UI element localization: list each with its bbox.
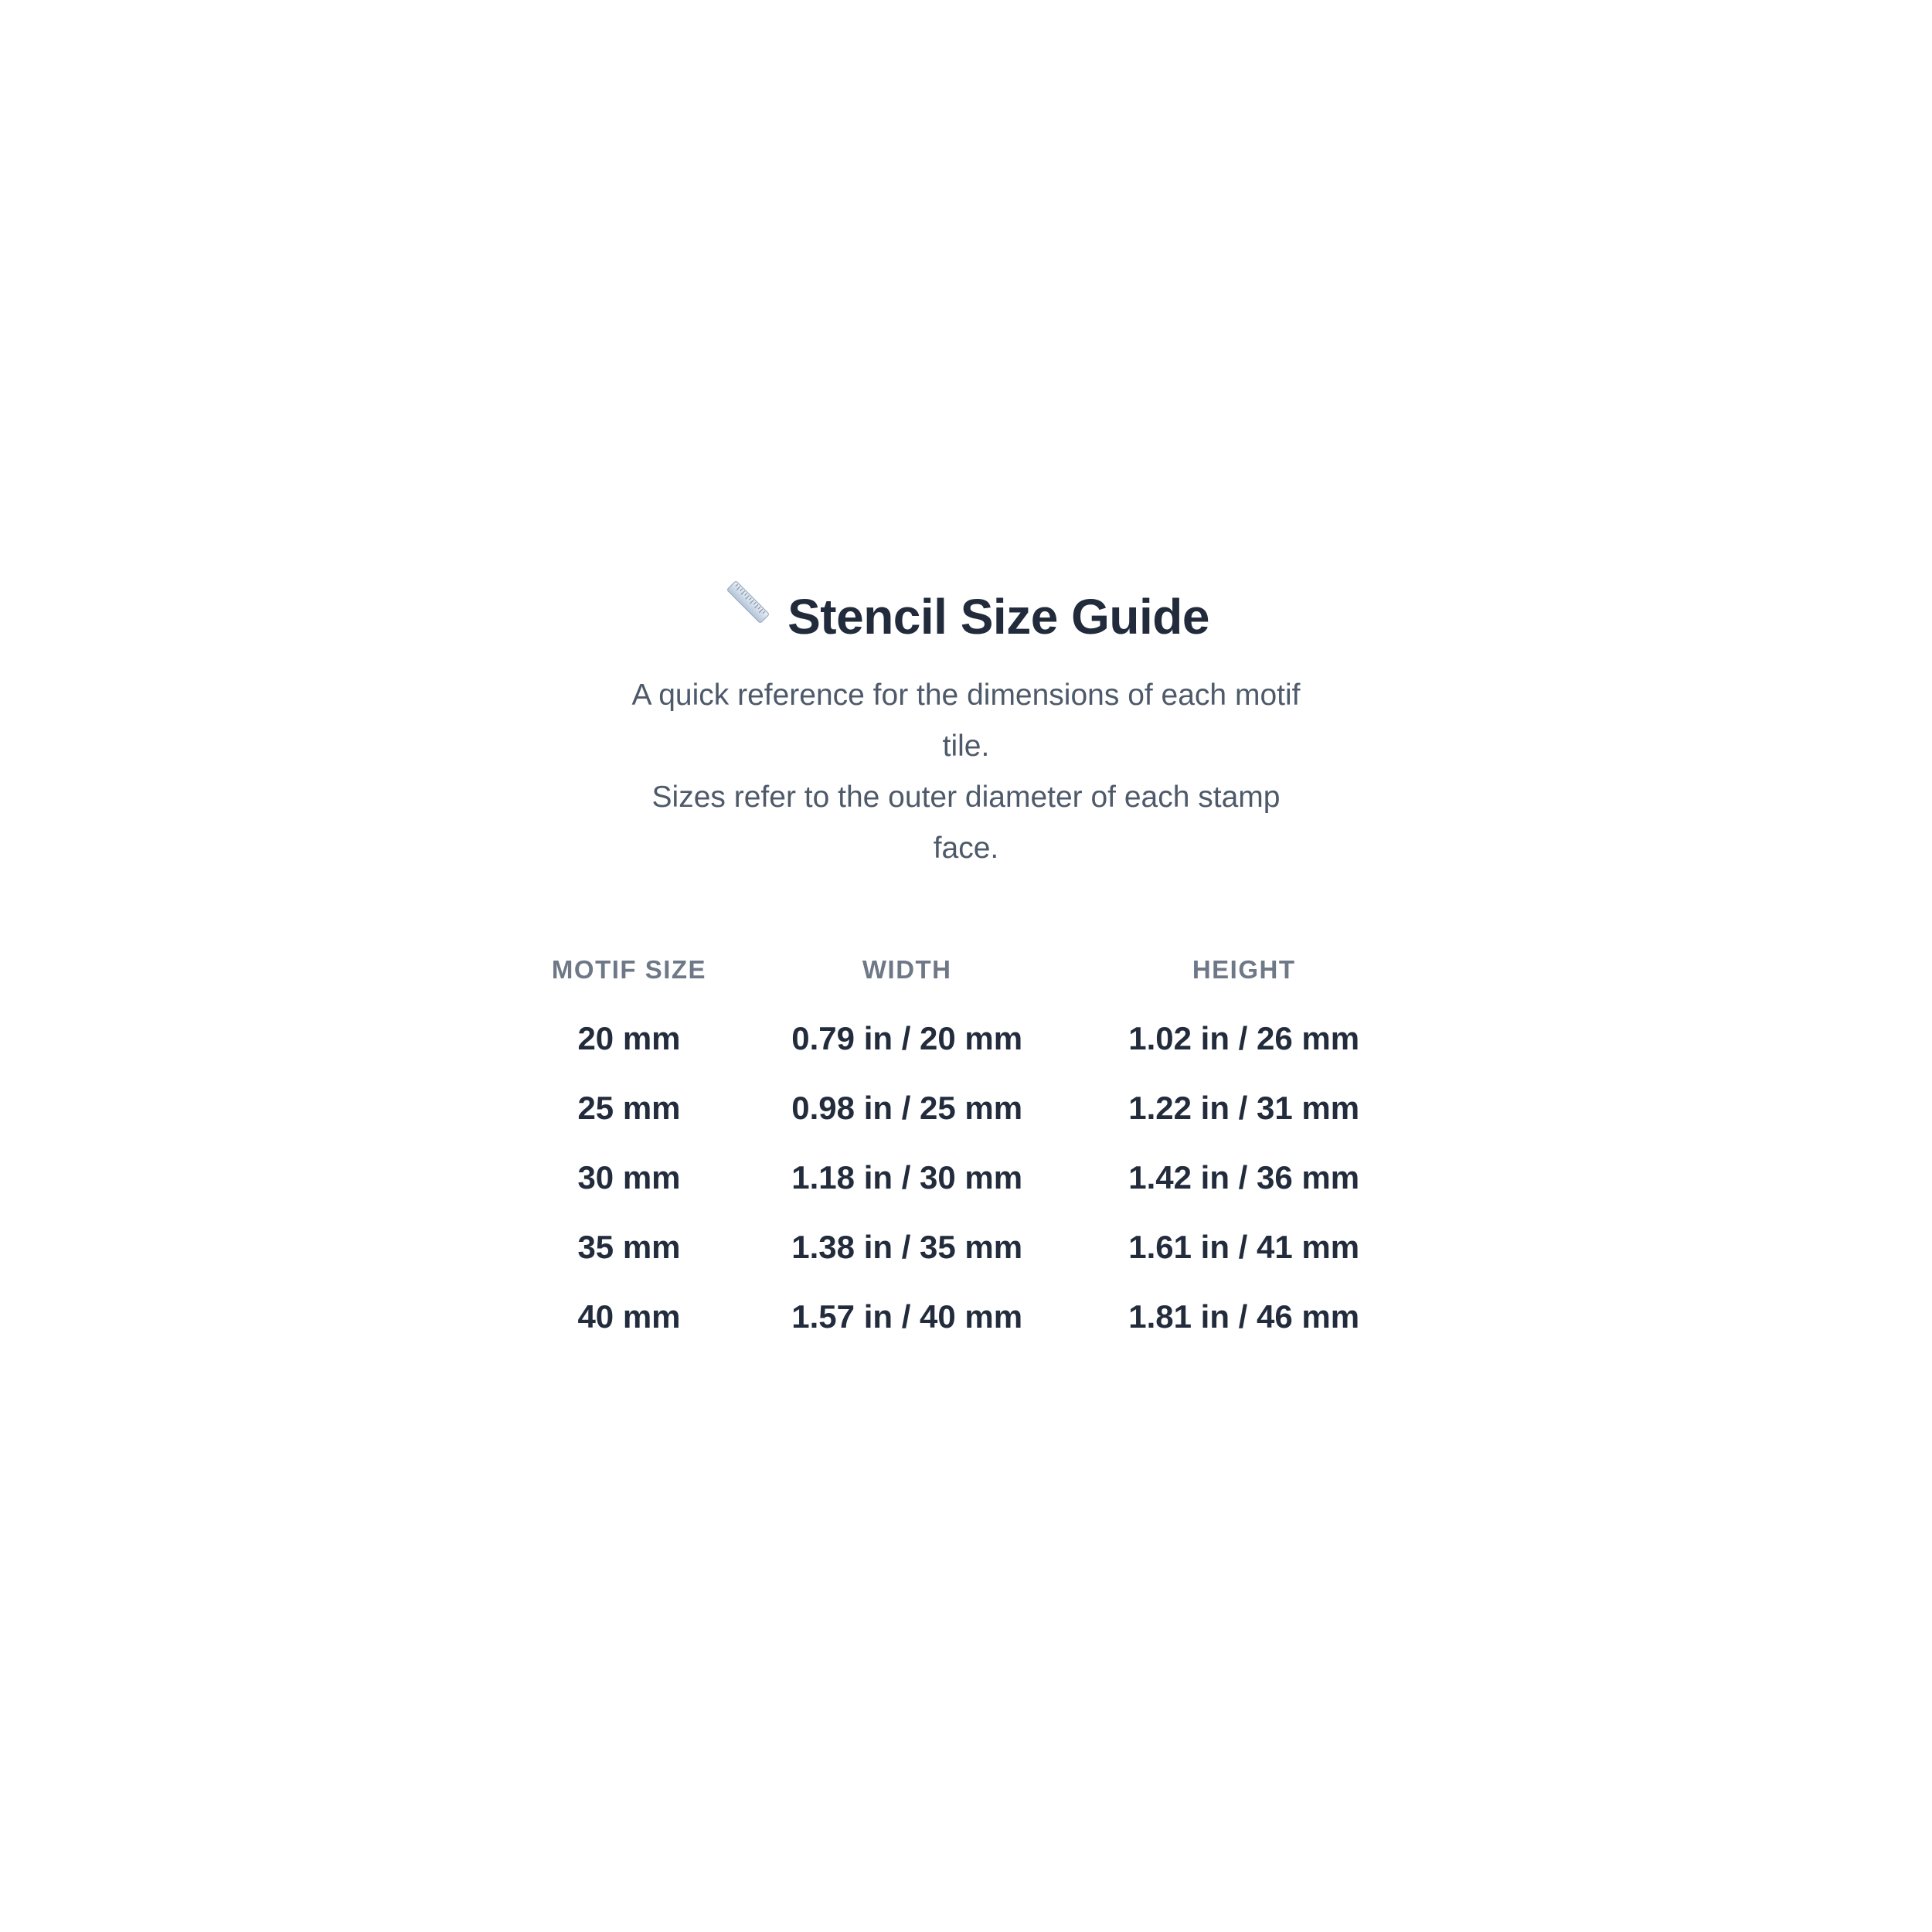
table-row (545, 1143, 1387, 1213)
cell-width: 0.98 in / 25 mm (791, 1090, 1023, 1126)
cell-motif-size: 35 mm (577, 1229, 681, 1265)
column-header-motif-size: MOTIF SIZE (551, 955, 707, 984)
table-header-row (545, 953, 1387, 987)
cell-width: 0.79 in / 20 mm (791, 1020, 1023, 1056)
page-subtitle (545, 670, 1387, 874)
cell-height: 1.22 in / 31 mm (1128, 1090, 1360, 1126)
page-title-row (545, 581, 1387, 651)
column-header-width: WIDTH (862, 955, 952, 984)
subtitle-line: face. (933, 832, 999, 865)
table-row (545, 1213, 1387, 1282)
column-header-height: HEIGHT (1192, 955, 1296, 984)
cell-height: 1.61 in / 41 mm (1128, 1229, 1360, 1265)
table-row (545, 1282, 1387, 1352)
cell-motif-size: 25 mm (577, 1090, 681, 1126)
cell-width: 1.57 in / 40 mm (791, 1298, 1023, 1335)
cell-motif-size: 20 mm (577, 1020, 681, 1056)
cell-motif-size: 30 mm (577, 1159, 681, 1196)
cell-motif-size: 40 mm (577, 1298, 681, 1335)
cell-height: 1.02 in / 26 mm (1128, 1020, 1360, 1056)
table-row (545, 1073, 1387, 1143)
page-content (545, 0, 1387, 1352)
cell-height: 1.81 in / 46 mm (1128, 1298, 1360, 1335)
page-title: Stencil Size Guide (787, 588, 1209, 645)
subtitle-line: Sizes refer to the outer diameter of each stamp (651, 781, 1281, 814)
size-table (545, 953, 1387, 1352)
ruler-icon (723, 577, 774, 651)
cell-width: 1.18 in / 30 mm (791, 1159, 1023, 1196)
table-row (545, 1004, 1387, 1073)
subtitle-line: tile. (942, 730, 990, 763)
cell-width: 1.38 in / 35 mm (791, 1229, 1023, 1265)
cell-height: 1.42 in / 36 mm (1128, 1159, 1360, 1196)
subtitle-line: A quick reference for the dimensions of each motif (631, 679, 1301, 712)
